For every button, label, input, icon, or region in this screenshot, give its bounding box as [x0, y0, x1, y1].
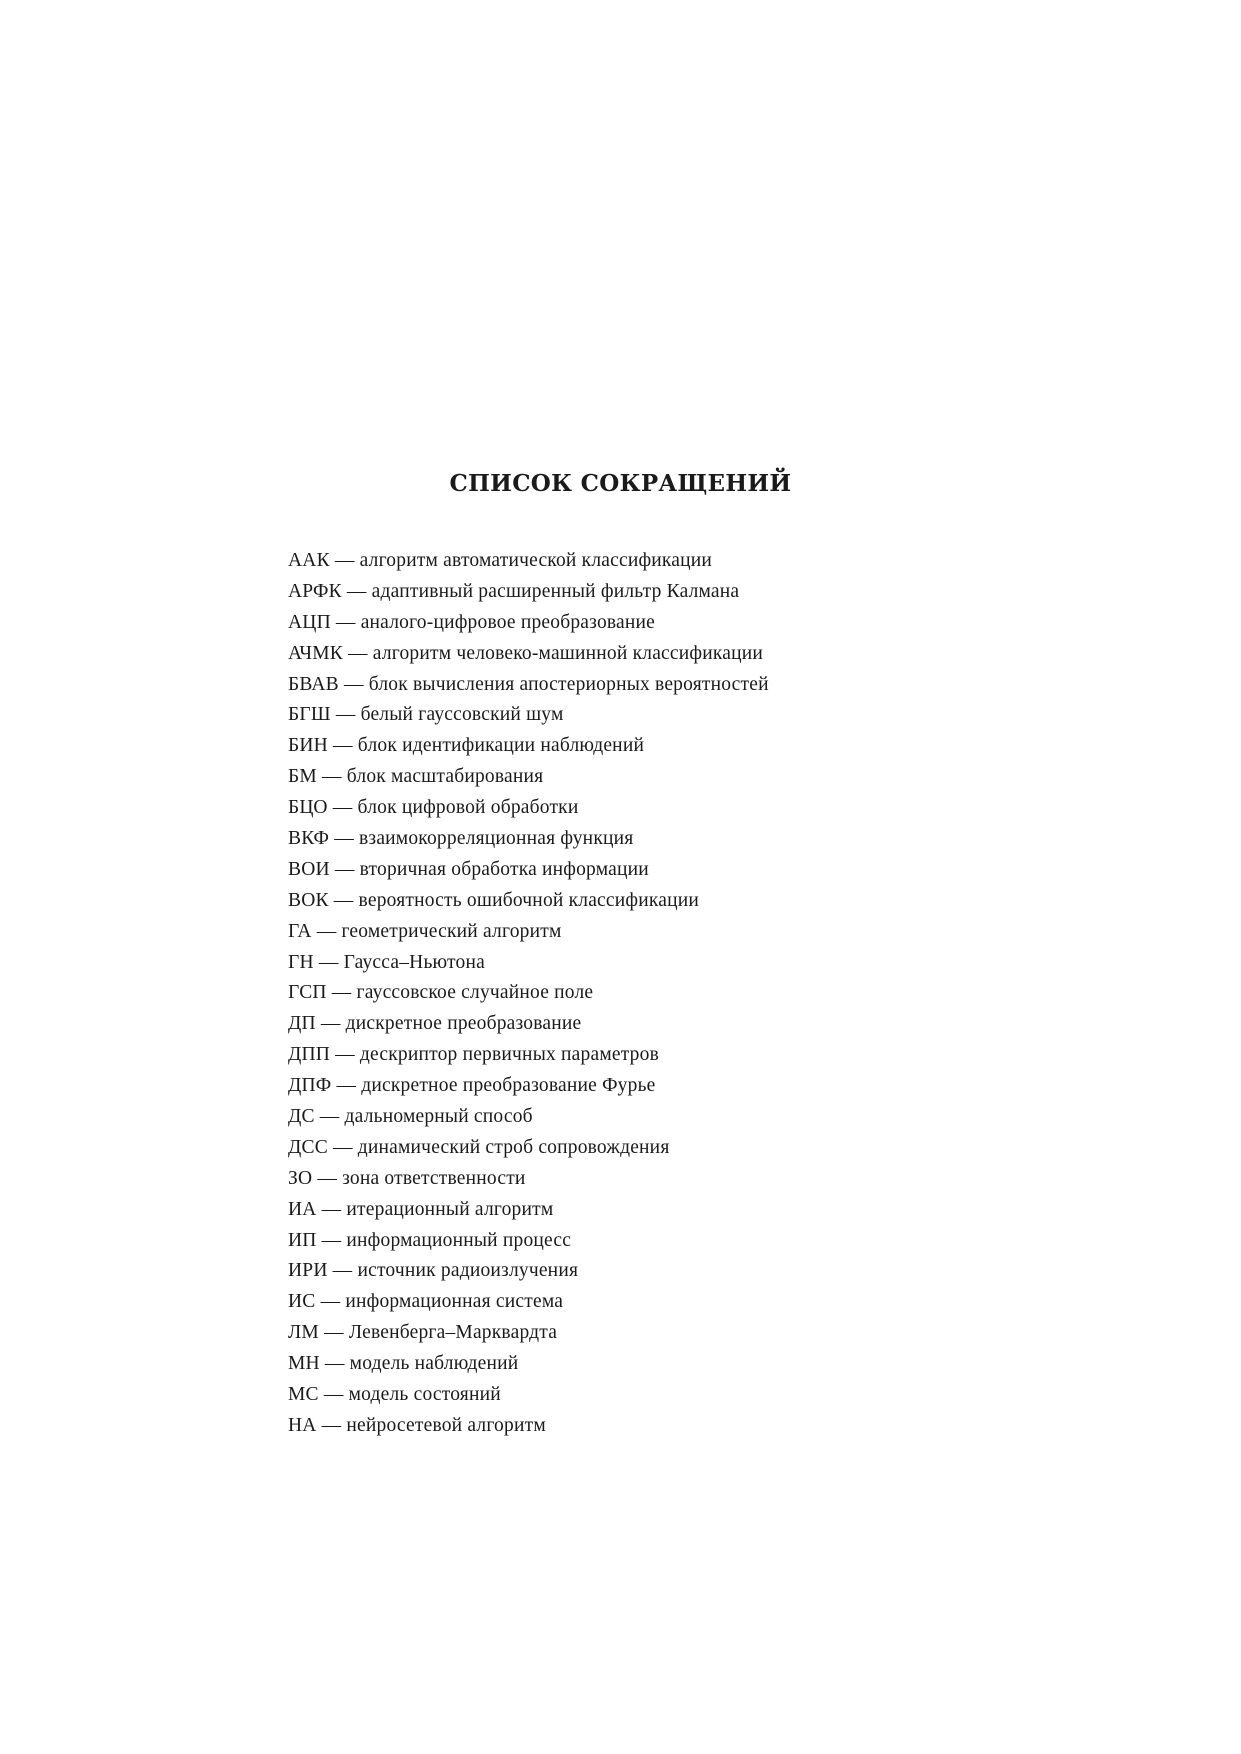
list-item: ИА — итерационный алгоритм — [288, 1198, 554, 1220]
list-item: ВОК — вероятность ошибочной классификации — [288, 889, 700, 911]
list-item: БМ — блок масштабирования — [288, 766, 544, 788]
list-item: ГА — геометрический алгоритм — [288, 920, 562, 942]
list-item: АЧМК — алгоритм человеко-машинной классификации — [288, 642, 764, 664]
list-item: МС — модель состояний — [288, 1384, 501, 1406]
list-item: ДС — дальномерный способ — [288, 1106, 533, 1128]
list-item: БГШ — белый гауссовский шум — [288, 704, 564, 726]
list-item: ИС — информационная система — [288, 1291, 564, 1313]
list-item: ЛМ — Левенберга–Марквардта — [288, 1322, 558, 1344]
list-item: АРФК — адаптивный расширенный фильтр Калмана — [288, 580, 740, 602]
list-item: ИРИ — источник радиоизлучения — [288, 1260, 579, 1282]
list-item: ГН — Гаусса–Ньютона — [288, 951, 485, 973]
list-item: ВОИ — вторичная обработка информации — [288, 858, 649, 880]
list-item: АЦП — аналого-цифровое преобразование — [288, 611, 656, 633]
list-item: ГСП — гауссовское случайное поле — [288, 982, 594, 1004]
list-item: ДСС — динамический строб сопровождения — [288, 1136, 670, 1158]
list-item: ДПФ — дискретное преобразование Фурье — [288, 1075, 656, 1097]
list-item: НА — нейросетевой алгоритм — [288, 1414, 546, 1436]
abbreviation-list — [288, 546, 769, 1442]
list-item: БИН — блок идентификации наблюдений — [288, 735, 645, 757]
page-title: СПИСОК СОКРАЩЕНИЙ — [449, 470, 792, 497]
list-item: ДП — дискретное преобразование — [288, 1013, 582, 1035]
list-item: ВКФ — взаимокорреляционная функция — [288, 828, 634, 850]
list-item: ЗО — зона ответственности — [288, 1167, 526, 1189]
list-item: БЦО — блок цифровой обработки — [288, 797, 579, 819]
list-item: БВАВ — блок вычисления апостериорных вероятностей — [288, 673, 769, 695]
list-item: МН — модель наблюдений — [288, 1353, 519, 1375]
list-item: ААК — алгоритм автоматической классификации — [288, 550, 713, 571]
list-item: ИП — информационный процесс — [288, 1229, 572, 1251]
list-item: ДПП — дескриптор первичных параметров — [288, 1044, 659, 1066]
